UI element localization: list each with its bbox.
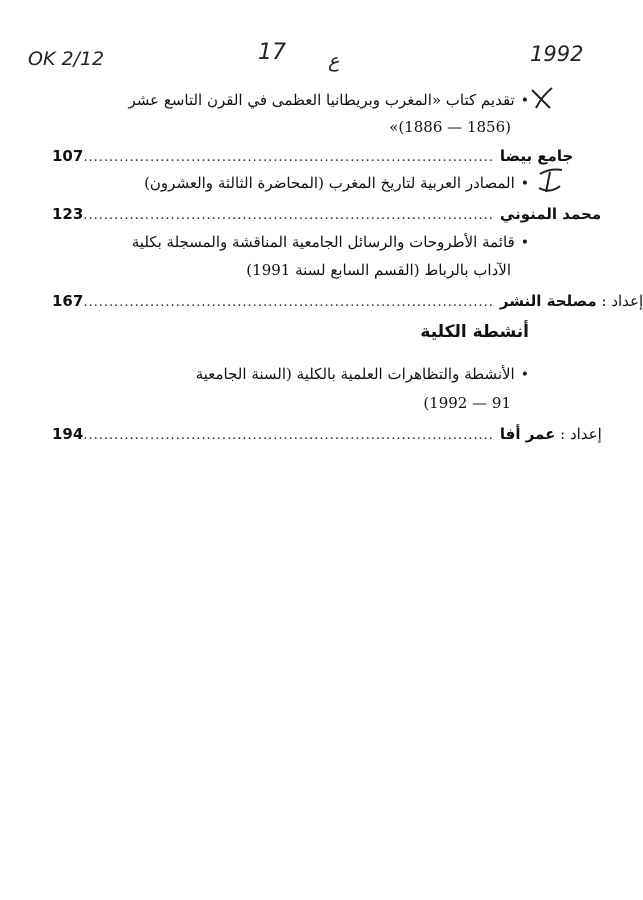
entry-3-toc-line bbox=[52, 288, 643, 310]
leader-dots: ................................................................................ bbox=[83, 150, 494, 165]
leader-dots: ................................................................................ bbox=[83, 208, 494, 223]
activity-1-author: عمر أفا bbox=[499, 425, 556, 443]
entry-3-title-line-2: الآداب بالرباط (القسم السابع لسنة 1991) bbox=[246, 261, 511, 279]
leader-dots: ................................................................................ bbox=[83, 295, 494, 310]
entry-1-title-line-2: (1856 — 1886)» bbox=[389, 118, 511, 136]
bullet-icon: • bbox=[520, 367, 529, 383]
entry-3-title-line-1: •قائمة الأطروحات والرسائل الجامعية المناقشة والمسجلة بكلية bbox=[131, 233, 529, 251]
leader-dots: ................................................................................ bbox=[83, 428, 494, 443]
entry-1-author: جامع بيضا bbox=[499, 147, 574, 165]
handwritten-number: 17 bbox=[258, 40, 286, 65]
entry-3-page: 167 bbox=[52, 292, 84, 310]
bullet-icon: • bbox=[520, 176, 529, 192]
entry-1-title-line-1: •تقديم كتاب «المغرب وبريطانيا العظمى في القرن التاسع عشر bbox=[128, 91, 529, 109]
entry-3-author-block bbox=[494, 292, 643, 310]
entry-1-toc-line bbox=[52, 143, 574, 165]
bullet-icon: • bbox=[520, 93, 529, 109]
entry-2-author: محمد المنوني bbox=[499, 205, 602, 223]
checkmark-one-icon bbox=[536, 166, 566, 196]
author-prefix: إعداد : bbox=[560, 425, 602, 443]
activity-1-title-line-1: •الأنشطة والتظاهرات العلمية بالكلية (السنة الجامعية bbox=[195, 365, 529, 383]
activity-1-author-block bbox=[494, 425, 602, 443]
handwritten-letter: ع bbox=[328, 50, 340, 72]
entry-3-author: مصلحة النشر bbox=[499, 292, 597, 310]
author-prefix: إعداد : bbox=[601, 292, 643, 310]
bullet-icon: • bbox=[520, 235, 529, 251]
checkmark-x-icon bbox=[528, 86, 554, 112]
entry-2-title-line-1: •المصادر العربية لتاريخ المغرب (المحاضرة الثالثة والعشرون) bbox=[144, 174, 529, 192]
handwritten-note-ok: OK 2/12 bbox=[28, 48, 105, 70]
handwritten-year: 1992 bbox=[530, 42, 584, 66]
entry-2-toc-line bbox=[52, 201, 602, 223]
activity-1-toc-line bbox=[52, 421, 602, 443]
activity-1-page: 194 bbox=[52, 425, 84, 443]
entry-1-page: 107 bbox=[52, 147, 84, 165]
entry-2-page: 123 bbox=[52, 205, 84, 223]
section-title: أنشطة الكلية bbox=[420, 322, 529, 342]
activity-1-title-line-2: 91 — 1992) bbox=[423, 394, 511, 412]
